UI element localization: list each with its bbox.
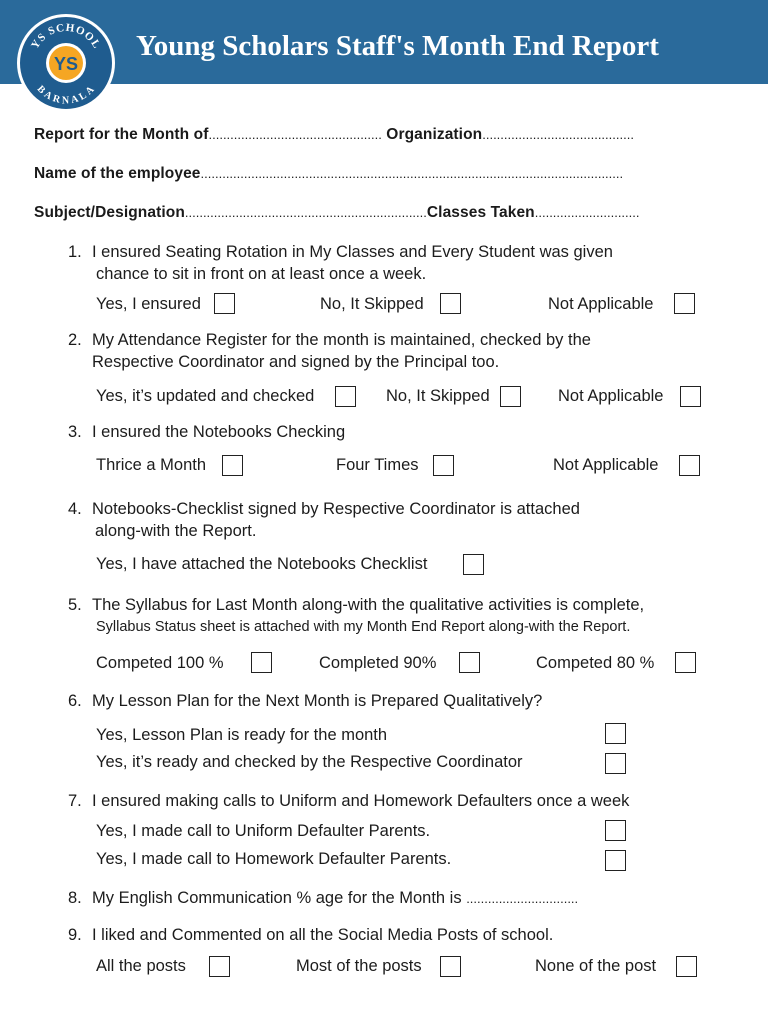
question-9-number: 9.	[68, 926, 82, 944]
q6-option-label: Yes, Lesson Plan is ready for the month	[96, 726, 388, 744]
q3-checkbox-four[interactable]	[433, 455, 454, 476]
q5-option-label: Completed 90%	[319, 654, 437, 672]
q7-checkbox-homework[interactable]	[605, 850, 626, 871]
q6-checkbox-ready[interactable]	[605, 723, 626, 744]
field-row-name	[34, 165, 623, 183]
school-logo	[17, 14, 115, 112]
question-8-label: My English Communication % age for the Month is	[92, 889, 462, 907]
q3-option-label: Not Applicable	[553, 456, 659, 474]
question-4-text: Notebooks-Checklist signed by Respective Coordinator is attached	[92, 500, 580, 518]
q2-checkbox-na[interactable]	[680, 386, 701, 407]
q3-checkbox-thrice[interactable]	[222, 455, 243, 476]
question-2-text: My Attendance Register for the month is maintained, checked by the	[92, 331, 591, 349]
q1-checkbox-na[interactable]	[674, 293, 695, 314]
question-8-number: 8.	[68, 889, 82, 907]
q2-checkbox-skipped[interactable]	[500, 386, 521, 407]
question-7-number: 7.	[68, 792, 82, 810]
month-input-line[interactable]: ................................................	[208, 127, 382, 142]
q4-option-label: Yes, I have attached the Notebooks Checklist	[96, 555, 428, 573]
month-label: Report for the Month of	[34, 126, 209, 143]
svg-text:BARNALA	[35, 84, 98, 107]
question-8-text	[92, 889, 578, 908]
q2-checkbox-yes[interactable]	[335, 386, 356, 407]
q9-checkbox-all[interactable]	[209, 956, 230, 977]
question-5-text-cont: Syllabus Status sheet is attached with my Month End Report along-with the Report.	[96, 619, 631, 635]
q2-option-label: No, It Skipped	[386, 387, 490, 405]
q7-checkbox-uniform[interactable]	[605, 820, 626, 841]
question-1-text: I ensured Seating Rotation in My Classes and Every Student was given	[92, 243, 613, 261]
report-title: Young Scholars Staff's Month End Report	[136, 30, 659, 62]
q1-option-label: Yes, I ensured	[96, 295, 201, 313]
q6-option-label: Yes, it’s ready and checked by the Respective Coordinator	[96, 753, 523, 771]
q3-checkbox-na[interactable]	[679, 455, 700, 476]
q5-checkbox-100[interactable]	[251, 652, 272, 673]
q1-option-label: Not Applicable	[548, 295, 654, 313]
classes-taken-label: Classes Taken	[426, 204, 535, 221]
q5-option-label: Competed 80 %	[536, 654, 655, 672]
question-6-number: 6.	[68, 692, 82, 710]
field-row-subject	[34, 204, 640, 222]
question-9-text: I liked and Commented on all the Social Media Posts of school.	[92, 926, 554, 944]
q9-checkbox-none[interactable]	[676, 956, 697, 977]
subject-label: Subject/Designation	[34, 204, 185, 221]
q9-option-label: All the posts	[96, 957, 186, 975]
question-2-text-cont: Respective Coordinator and signed by the Principal too.	[92, 353, 500, 371]
employee-name-label: Name of the employee	[34, 165, 201, 182]
english-percent-input-line[interactable]: ...............................	[466, 891, 579, 906]
question-7-text: I ensured making calls to Uniform and Homework Defaulters once a week	[92, 792, 630, 810]
q2-option-label: Not Applicable	[558, 387, 664, 405]
subject-input-line[interactable]: ...................................................................	[184, 205, 427, 220]
question-3-text: I ensured the Notebooks Checking	[92, 423, 346, 441]
logo-bottom-text: BARNALA	[34, 83, 98, 107]
organization-label: Organization	[386, 126, 483, 143]
q4-checkbox-attached[interactable]	[463, 554, 484, 575]
q2-option-label: Yes, it’s updated and checked	[96, 387, 315, 405]
question-3-number: 3.	[68, 423, 82, 441]
question-6-text: My Lesson Plan for the Next Month is Prepared Qualitatively?	[92, 692, 543, 710]
header-banner	[0, 0, 768, 84]
q9-option-label: None of the post	[535, 957, 657, 975]
question-4-number: 4.	[68, 500, 82, 518]
q5-checkbox-90[interactable]	[459, 652, 480, 673]
employee-name-input-line[interactable]: .....................................................................................................................	[200, 166, 624, 181]
q1-option-label: No, It Skipped	[320, 295, 424, 313]
question-2-number: 2.	[68, 331, 82, 349]
q5-checkbox-80[interactable]	[675, 652, 696, 673]
q9-checkbox-most[interactable]	[440, 956, 461, 977]
logo-top-text: YS SCHOOL	[29, 21, 103, 52]
question-5-number: 5.	[68, 596, 82, 614]
q5-option-label: Competed 100 %	[96, 654, 224, 672]
field-row-month	[34, 126, 634, 144]
q1-checkbox-yes[interactable]	[214, 293, 235, 314]
q3-option-label: Thrice a Month	[96, 456, 207, 474]
q7-option-label: Yes, I made call to Uniform Defaulter Parents.	[96, 822, 431, 840]
q3-option-label: Four Times	[336, 456, 419, 474]
question-4-text-cont: along-with the Report.	[95, 522, 257, 540]
q7-option-label: Yes, I made call to Homework Defaulter Parents.	[96, 850, 452, 868]
q1-checkbox-skipped[interactable]	[440, 293, 461, 314]
question-1-text-cont: chance to sit in front on at least once a week.	[96, 265, 427, 283]
logo-mark: YS	[53, 54, 79, 74]
q9-option-label: Most of the posts	[296, 957, 422, 975]
question-5-text: The Syllabus for Last Month along-with the qualitative activities is complete,	[92, 596, 645, 614]
classes-taken-input-line[interactable]: .............................	[534, 205, 640, 220]
q6-checkbox-checked[interactable]	[605, 753, 626, 774]
logo-emblem	[20, 17, 112, 109]
organization-input-line[interactable]: ..........................................	[482, 127, 634, 142]
question-1-number: 1.	[68, 243, 82, 261]
